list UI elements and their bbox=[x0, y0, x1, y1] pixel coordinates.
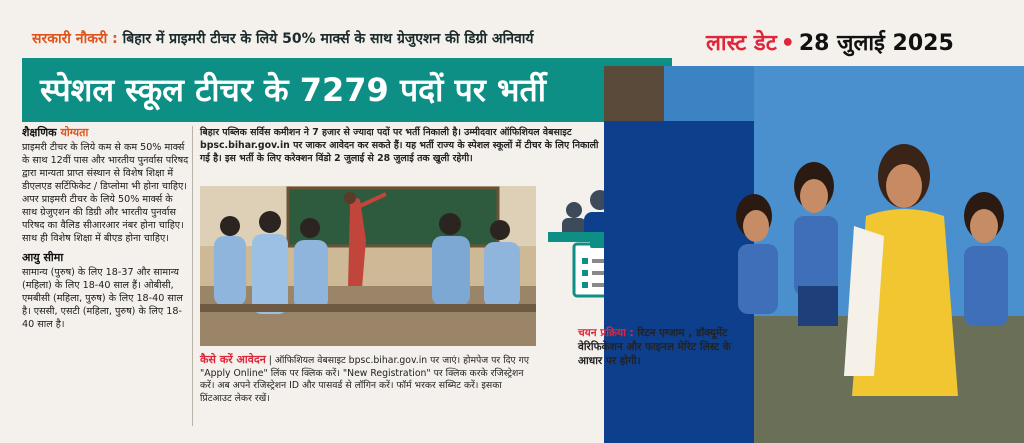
selection-text: रिटन एग्जाम , डॉक्यूमेंट वेरिफिकेशन और फाइनल मेरिट लिस्ट के आधार पर होगी। bbox=[578, 327, 731, 367]
left-column bbox=[22, 126, 190, 426]
selection-label: चयन प्रक्रिया : bbox=[578, 327, 634, 339]
qualification-heading-highlight: शैक्षणिक bbox=[22, 126, 57, 139]
bullet-dot: • bbox=[780, 31, 795, 56]
qualification-heading-rest: योग्यता bbox=[60, 126, 89, 139]
column-divider bbox=[192, 126, 193, 426]
kicker-line bbox=[32, 18, 672, 60]
age-text: सामान्य (पुरुष) के लिए 18-37 और सामान्य (महिला) के लिए 18-40 साल हैं। ओबीसी, एमबीसी (महिला, पुरुष) के लिए 18-40 साल है। एससी, एसटी (महिला, पुरुष) के लिए 18-40 साल है। bbox=[22, 267, 183, 330]
apply-text: ऑफिशियल वेबसाइट bpsc.bihar.gov.in पर जाएं। होमपेज पर दिए गए "Apply Online" लिंक पर क्लिक करें। "New Registration" पर क्लिक करके रजिस्ट्रेशन करें। अब अपने रजिस्ट्रेशन ID और पासवर्ड से लॉगिन करें। फॉर्म भरकर सब्मिट करें। इसका प्रिंटआउट लेकर रखें। bbox=[200, 355, 530, 404]
last-date-value: 28 जुलाई 2025 bbox=[798, 31, 954, 56]
age-heading: आयु सीमा bbox=[22, 251, 64, 264]
kicker-text: बिहार में प्राइमरी टीचर के लिये 50% मार्क्स के साथ ग्रेजुएशन की डिग्री अनिवार्य bbox=[122, 31, 534, 47]
classroom-photo bbox=[200, 186, 536, 346]
qualification-heading bbox=[22, 126, 190, 139]
kicker-label: सरकारी नौकरी : bbox=[32, 31, 118, 47]
apply-label: कैसे करें आवेदन bbox=[200, 353, 266, 366]
selection-process bbox=[578, 326, 748, 406]
qualification-text: प्राइमरी टीचर के लिये कम से कम 50% मार्क्स के साथ 12वीं पास और भारतीय पुनर्वास परिषद द्वारा मान्यता प्राप्त संस्थान से विशेष शिक्षा में डीएलएड सर्टिफिकेट / डिप्लोमा भी होना चाहिए। अपर प्राइमरी टीचर के लिये 50% मार्क्स के साथ ग्रेजुएशन की डिग्री और भारतीय पुनर्वास परिषद का वैलिड सीआरआर नंबर होना चाहिए। साथ ही विशेष शिक्षा में बीएड होना चाहिए। bbox=[22, 142, 189, 244]
last-date bbox=[706, 22, 1006, 66]
intro-paragraph: बिहार पब्लिक सर्विस कमीशन ने 7 हजार से ज्यादा पदों पर भर्ती निकाली है। उम्मीदवार ऑफिशियल वेबसाइट bpsc.bihar.gov.in पर जाकर आवेदन कर सकते हैं। यह भर्ती राज्य के स्पेशल स्कूलों में टीचर के लिए निकाली गई है। इस भर्ती के लिए करेक्शन विंडो 2 जुलाई से 28 जुलाई तक खुली रहेगी। bbox=[200, 127, 599, 164]
apply-section: कैसे करें आवेदन | ऑफिशियल वेबसाइट bpsc.bihar.gov.in पर जाएं। होमपेज पर दिए गए "Apply Online" लिंक पर क्लिक करें। "New Registration" पर क्लिक करके रजिस्ट्रेशन करें। अब अपने रजिस्ट्रेशन ID और पासवर्ड से लॉगिन करें। फॉर्म भरकर सब्मिट करें। इसका प्रिंटआउट लेकर रखें। bbox=[200, 353, 530, 404]
page-title: स्पेशल स्कूल टीचर के 7279 पदों पर भर्ती bbox=[40, 71, 546, 109]
last-date-label: लास्ट डेट bbox=[706, 31, 777, 56]
